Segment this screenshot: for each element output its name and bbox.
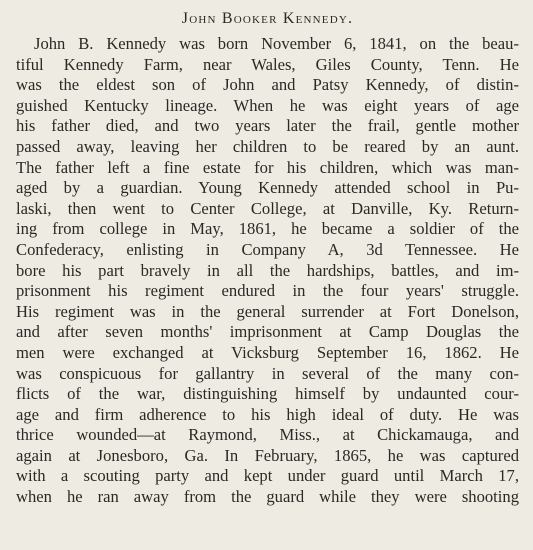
text-line: ing from college in May, 1861, he became a soldier of the bbox=[16, 219, 519, 239]
text-line: aged by a guardian. Young Kennedy attended school in Pu- bbox=[16, 178, 519, 198]
text-line: tiful Kennedy Farm, near Wales, Giles County, Tenn. He bbox=[16, 54, 519, 74]
text-line: and after seven months' imprisonment at Camp Douglas the bbox=[16, 322, 519, 342]
text-line: flicts of the war, distinguishing himself by undaunted cour- bbox=[16, 384, 519, 404]
text-line: His regiment was in the general surrender at Fort Donelson, bbox=[16, 301, 519, 321]
text-line: guished Kentucky lineage. When he was eight years of age bbox=[16, 95, 519, 115]
text-line: thrice wounded—at Raymond, Miss., at Chickamauga, and bbox=[16, 425, 519, 445]
text-line: was the eldest son of John and Patsy Kennedy, of distin- bbox=[16, 75, 519, 95]
text-line: bore his part bravely in all the hardships, battles, and im- bbox=[16, 260, 519, 280]
text-line: was conspicuous for gallantry in several of the many con- bbox=[16, 363, 519, 383]
page-title: John Booker Kennedy. bbox=[181, 10, 354, 27]
text-line: his father died, and two years later the frail, gentle mother bbox=[16, 116, 519, 136]
text-line: John B. Kennedy was born November 6, 1841, on the beau- bbox=[34, 34, 519, 53]
text-line: passed away, leaving her children to be reared by an aunt. bbox=[16, 136, 519, 156]
text-line: with a scouting party and kept under guard until March 17, bbox=[16, 466, 519, 486]
body-text bbox=[16, 34, 519, 508]
text-line: again at Jonesboro, Ga. In February, 1865, he was captured bbox=[16, 445, 519, 465]
text-line: The father left a fine estate for his children, which was man- bbox=[16, 157, 519, 177]
text-line: Confederacy, enlisting in Company A, 3d Tennessee. He bbox=[16, 239, 519, 259]
text-line: age and firm adherence to his high ideal of duty. He was bbox=[16, 404, 519, 424]
text-line: when he ran away from the guard while they were shooting bbox=[16, 487, 519, 507]
text-line: men were exchanged at Vicksburg September 16, 1862. He bbox=[16, 342, 519, 362]
text-line: prisonment his regiment endured in the four years' struggle. bbox=[16, 281, 519, 301]
text-line: laski, then went to Center College, at Danville, Ky. Return- bbox=[16, 198, 519, 218]
